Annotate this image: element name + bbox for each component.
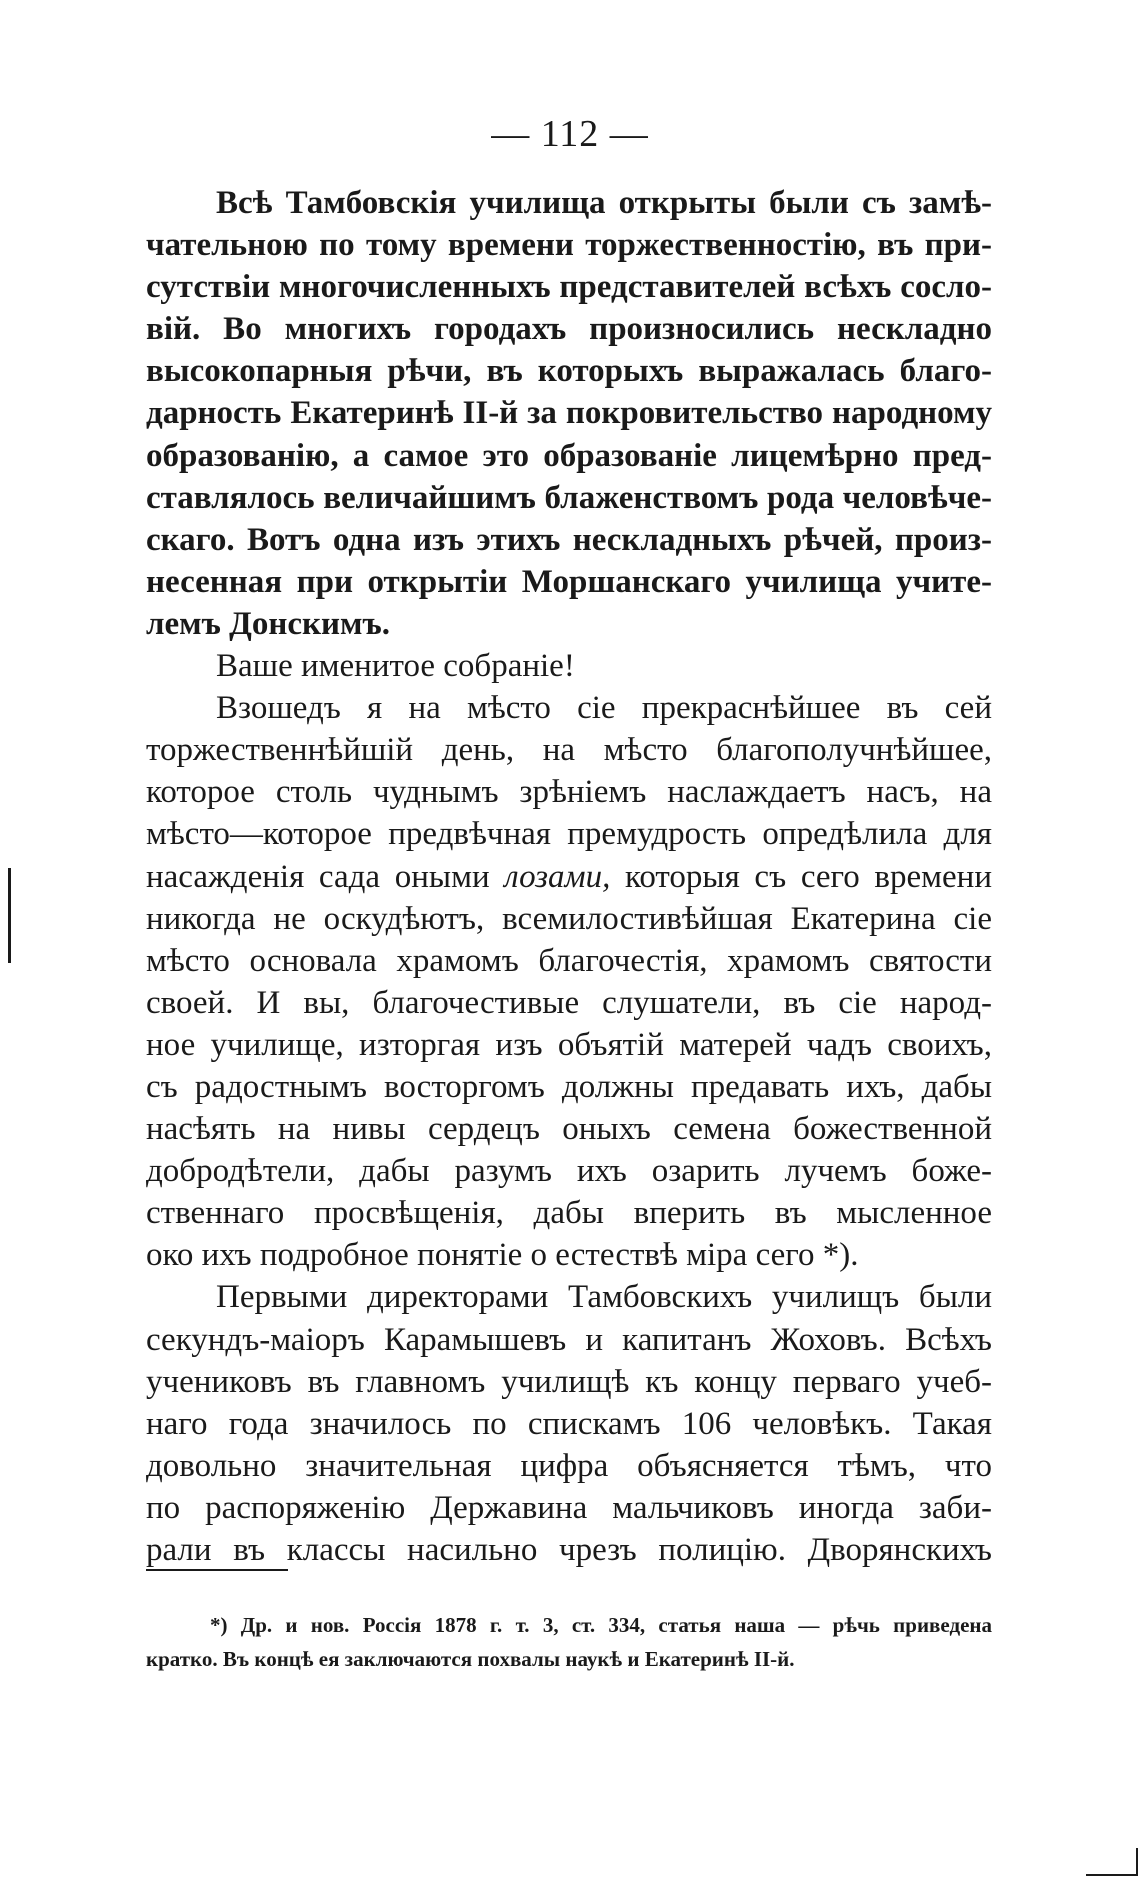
text-line: образованію, а самое это образованіе лицемѣрно пред- [146,437,992,474]
text-line: несенная при открытіи Моршанскаго училища учите- [146,563,992,600]
text-line: учениковъ въ главномъ училищѣ къ концу перваго учеб- [146,1363,992,1400]
margin-mark [8,868,11,963]
text-line: мѣсто—которое предвѣчная премудрость опредѣлила для [146,816,992,853]
footnote-line: кратко. Въ концѣ ея заключаются похвалы наукѣ и Екатеринѣ II-й. [146,1647,795,1671]
text-line: ставлялось величайшимъ блаженствомъ рода человѣче- [146,479,992,516]
text-line: торжественнѣйшій день, на мѣсто благополучнѣйшее, [146,732,992,769]
text-line: съ радостнымъ восторгомъ должны предавать ихъ, дабы [146,1068,992,1105]
emphasized-word: лозами, [504,858,611,895]
text-line: сутствіи многочисленныхъ представителей всѣхъ сосло- [146,269,992,306]
text-line: Взошедъ я на мѣсто сіе прекраснѣйшее въ сей [216,690,992,727]
text-line: мѣсто основала храмомъ благочестія, храмомъ святости [146,942,992,979]
text-line: добродѣтели, дабы разумъ ихъ озарить лучемъ боже- [146,1153,992,1190]
text-line: Ваше именитое собраніе! [216,648,575,685]
text-line: чательною по тому времени торжественностію, въ при- [146,227,992,264]
text-line: наго года значилось по спискамъ 106 человѣкъ. Такая [146,1405,992,1442]
text-line: никогда не оскудѣютъ, всемилостивѣйшая Екатерина сіе [146,900,992,937]
text-line: высокопарныя рѣчи, въ которыхъ выражалась благо- [146,353,992,390]
text-line: рали въ классы насильно чрезъ полицію. Дворянскихъ [146,1532,992,1568]
text-line: насажденія сада оными лозами, которыя съ сего времени [146,858,992,895]
text-line: скаго. Вотъ одна изъ этихъ нескладныхъ рѣчей, произ- [146,521,992,558]
text-line: по распоряженію Державина мальчиковъ иногда заби- [146,1489,992,1526]
text-line: своей. И вы, благочестивые слушатели, въ сіе народ- [146,984,992,1021]
text-line: дарность Екатеринѣ II-й за покровительство народному [146,395,992,432]
text-line: насѣять на нивы сердецъ оныхъ семена божественной [146,1111,992,1148]
text-line: Первыми директорами Тамбовскихъ училищъ были [216,1279,992,1316]
footnote-separator [146,1569,288,1571]
text-line: секундъ-маіоръ Карамышевъ и капитанъ Жоховъ. Всѣхъ [146,1321,992,1358]
text-line: ное училище, изторгая изъ объятій матерей чадъ своихъ, [146,1026,992,1063]
text-line: вій. Во многихъ городахъ произносились нескладно [146,311,992,348]
text-line: ственнаго просвѣщенія, дабы вперить въ мысленное [146,1195,992,1232]
text-line: довольно значительная цифра объясняется тѣмъ, что [146,1447,992,1484]
footnotes [146,1608,992,1676]
text-line: которое столь чуднымъ зрѣніемъ наслаждаетъ насъ, на [146,774,992,811]
corner-mark [1086,1848,1138,1876]
text-line: Всѣ Тамбовскія училища открыты были съ замѣ- [216,185,992,221]
text-line: око ихъ подробное понятіе о естествѣ міра сего *). [146,1237,859,1274]
body-text [146,182,992,1571]
page-number: — 112 — [491,113,649,155]
text-line: лемъ Донскимъ. [146,605,390,642]
footnote-line: *) Др. и нов. Россія 1878 г. т. 3, ст. 334, статья наша — рѣчь приведена [210,1613,992,1637]
